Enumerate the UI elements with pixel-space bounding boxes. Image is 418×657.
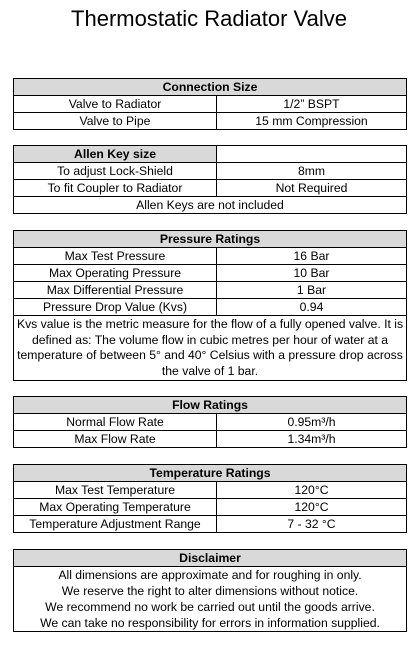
kvs-note: Kvs value is the metric measure for the flow of a fully opened valve. It is defined as: The volume flow in cubic metres per hour of water at a temperature of between 5° and 40° Celsius with a pressure drop across the valve of 1 bar. bbox=[14, 316, 407, 381]
row-label: Max Flow Rate bbox=[14, 431, 217, 448]
table-row bbox=[14, 265, 407, 282]
row-value: 1.34m³/h bbox=[217, 431, 407, 448]
table-row bbox=[14, 163, 407, 180]
row-label: Max Operating Pressure bbox=[14, 265, 217, 282]
table-row bbox=[14, 431, 407, 448]
table-row bbox=[14, 499, 407, 516]
row-value: 7 - 32 °C bbox=[217, 516, 407, 533]
row-value: 1 Bar bbox=[217, 282, 407, 299]
temperature-ratings-heading: Temperature Ratings bbox=[14, 465, 407, 482]
table-row bbox=[14, 516, 407, 533]
table-row bbox=[14, 282, 407, 299]
disclaimer-line: We recommend no work be carried out until the goods arrive. bbox=[14, 599, 407, 615]
row-label: Temperature Adjustment Range bbox=[14, 516, 217, 533]
disclaimer-line: We reserve the right to alter dimensions without notice. bbox=[14, 583, 407, 599]
disclaimer-line: We can take no responsibility for errors in information supplied. bbox=[14, 615, 407, 632]
row-value: 8mm bbox=[217, 163, 407, 180]
disclaimer-table bbox=[13, 549, 407, 632]
table-row bbox=[14, 248, 407, 265]
row-value: 1/2” BSPT bbox=[217, 96, 407, 113]
row-value: 10 Bar bbox=[217, 265, 407, 282]
row-value: 0.95m³/h bbox=[217, 414, 407, 431]
allen-key-heading: Allen Key size bbox=[14, 146, 217, 163]
table-row bbox=[14, 96, 407, 113]
pressure-ratings-table bbox=[13, 230, 407, 381]
flow-ratings-heading: Flow Ratings bbox=[14, 397, 407, 414]
heading-spacer bbox=[217, 146, 407, 163]
pressure-ratings-heading: Pressure Ratings bbox=[14, 231, 407, 248]
row-value: 15 mm Compression bbox=[217, 113, 407, 130]
table-row bbox=[14, 299, 407, 316]
row-label: Valve to Pipe bbox=[14, 113, 217, 130]
row-value: 120°C bbox=[217, 499, 407, 516]
row-label: Valve to Radiator bbox=[14, 96, 217, 113]
row-label: Max Differential Pressure bbox=[14, 282, 217, 299]
row-value: 16 Bar bbox=[217, 248, 407, 265]
table-row bbox=[14, 113, 407, 130]
row-label: To adjust Lock-Shield bbox=[14, 163, 217, 180]
row-value: 0.94 bbox=[217, 299, 407, 316]
table-row bbox=[14, 482, 407, 499]
disclaimer-line: All dimensions are approximate and for roughing in only. bbox=[14, 567, 407, 584]
connection-size-table bbox=[13, 78, 407, 130]
connection-size-heading: Connection Size bbox=[14, 79, 407, 96]
disclaimer-heading: Disclaimer bbox=[14, 550, 407, 567]
temperature-ratings-table bbox=[13, 464, 407, 533]
row-label: Normal Flow Rate bbox=[14, 414, 217, 431]
allen-key-note: Allen Keys are not included bbox=[14, 197, 407, 214]
row-value: Not Required bbox=[217, 180, 407, 197]
row-label: To fit Coupler to Radiator bbox=[14, 180, 217, 197]
table-row bbox=[14, 414, 407, 431]
allen-key-table bbox=[13, 145, 407, 214]
row-label: Pressure Drop Value (Kvs) bbox=[14, 299, 217, 316]
page-title: Thermostatic Radiator Valve bbox=[71, 6, 347, 31]
row-label: Max Operating Temperature bbox=[14, 499, 217, 516]
row-label: Max Test Temperature bbox=[14, 482, 217, 499]
table-row bbox=[14, 180, 407, 197]
row-label: Max Test Pressure bbox=[14, 248, 217, 265]
row-value: 120°C bbox=[217, 482, 407, 499]
flow-ratings-table bbox=[13, 396, 407, 448]
